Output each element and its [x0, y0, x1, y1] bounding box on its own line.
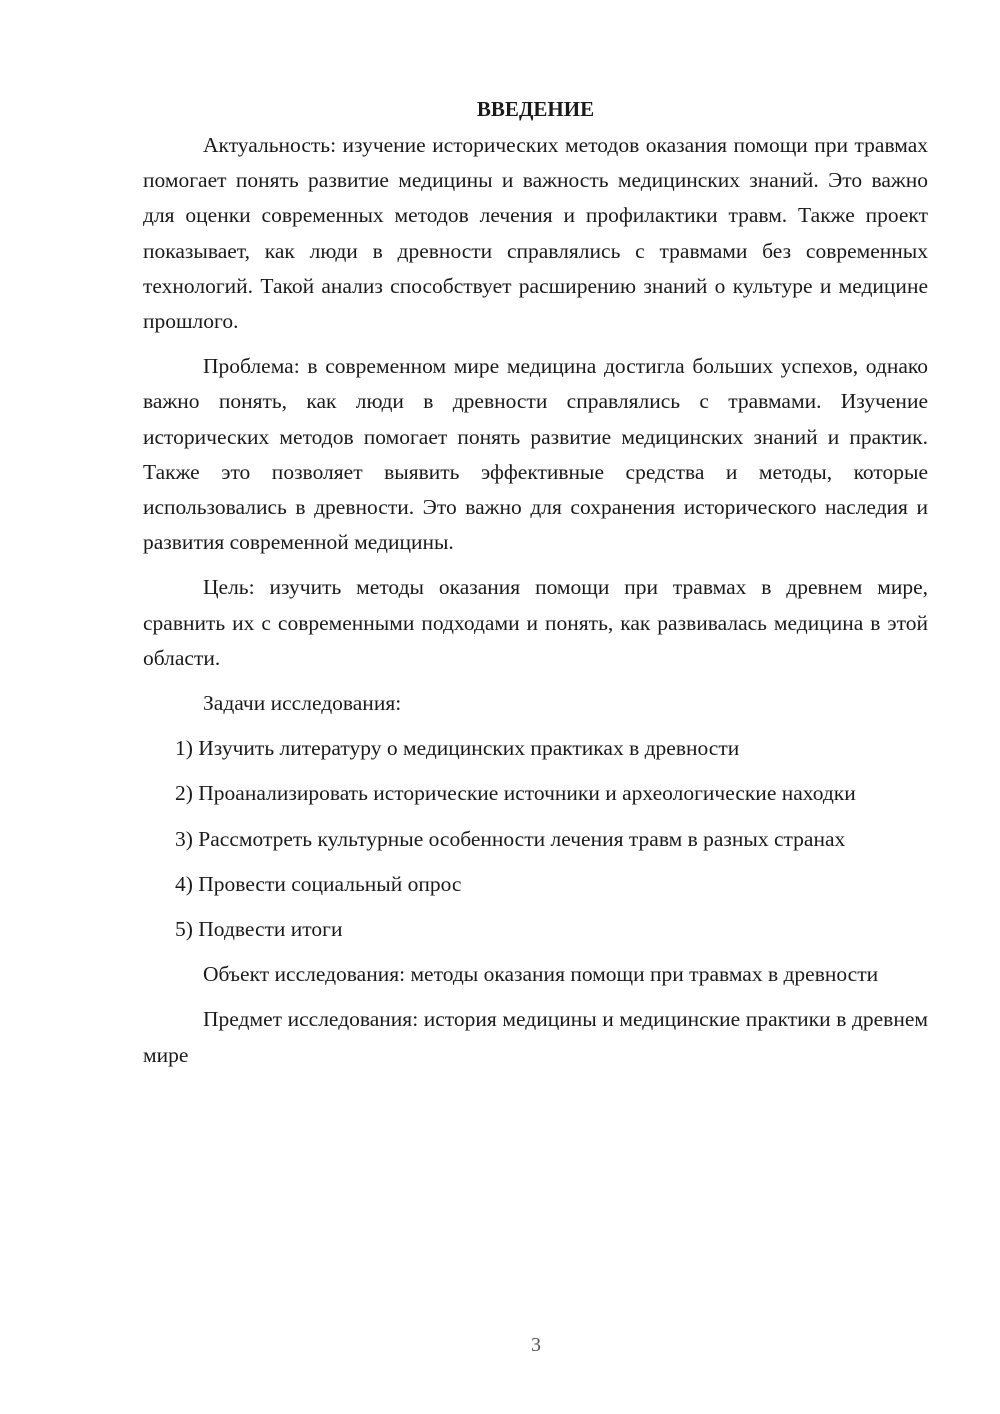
tasks-heading: Задачи исследования:	[203, 691, 402, 716]
task-item-5: 5) Подвести итоги	[175, 917, 343, 942]
task-item-4: 4) Провести социальный опрос	[175, 871, 462, 896]
research-subject-paragraph: Предмет исследования: история медицины и медицинские практики в древнем мире	[143, 1007, 928, 1067]
page-title: ВВЕДЕНИЕ	[476, 97, 595, 121]
page-content	[143, 92, 928, 1083]
task-item-3: 3) Рассмотреть культурные особенности лечения травм в разных странах	[175, 826, 846, 851]
task-item-1: 1) Изучить литературу о медицинских практиках в древности	[175, 736, 740, 761]
problem-paragraph: Проблема: в современном мире медицина достигла больших успехов, однако важно понять, как люди в древности справлялись с травмами. Изучение исторических методов помогает понять развитие медицинских знаний и практик. Также это позволяет выявить эффективные средства и методы, которые использовались в древности. Это важно для сохранения исторического наследия и развития современной медицины.	[143, 354, 928, 555]
goal-paragraph: Цель: изучить методы оказания помощи при травмах в древнем мире, сравнить их с современными подходами и понять, как развивалась медицина в этой области.	[143, 575, 928, 670]
research-object-paragraph: Объект исследования: методы оказания помощи при травмах в древности	[203, 962, 879, 987]
page-number: 3	[531, 1334, 541, 1356]
task-item-2: 2) Проанализировать исторические источники и археологические находки	[175, 781, 856, 806]
relevance-paragraph: Актуальность: изучение исторических методов оказания помощи при травмах помогает понять развитие медицины и важность медицинских знаний. Это важно для оценки современных методов лечения и профилактики травм. Также проект показывает, как люди в древности справлялись с травмами без современных технологий. Такой анализ способствует расширению знаний о культуре и медицине прошлого.	[143, 133, 928, 334]
